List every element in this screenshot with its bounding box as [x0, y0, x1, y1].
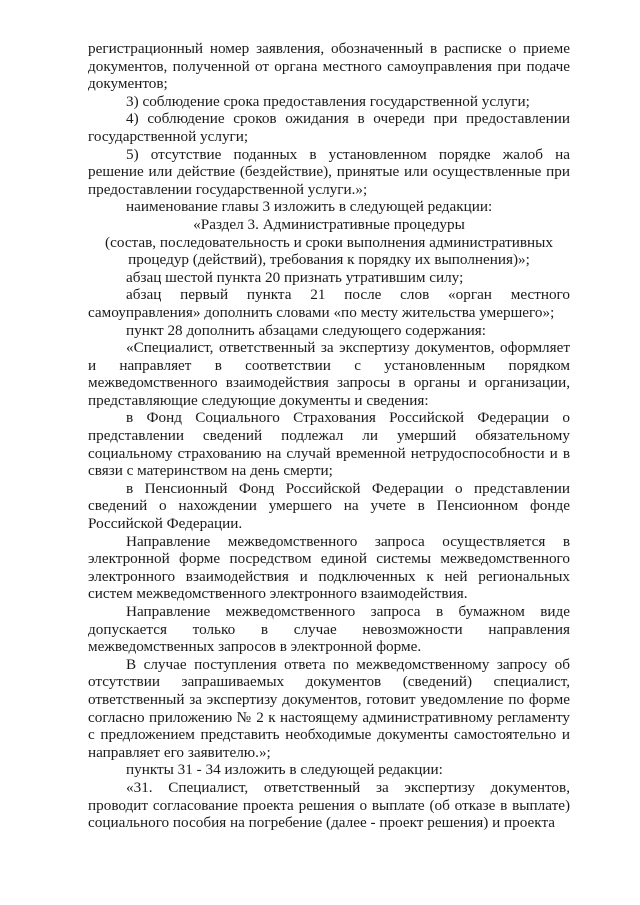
paragraph-clause-28: пункт 28 дополнить абзацами следующего содержания: — [126, 321, 486, 339]
section-3-heading: «Раздел 3. Административные процедуры — [193, 215, 465, 233]
section-3-subheading: (состав, последовательность и сроки выполнения административных процедур (действий), требования к порядку их выполнения)»; — [105, 233, 553, 269]
paragraph-item-4: 4) соблюдение сроков ожидания в очереди при предоставлении государственной услуги; — [88, 110, 570, 145]
paragraph-clauses-31-34: пункты 31 - 34 изложить в следующей редакции: — [126, 761, 443, 779]
paragraph-social-insurance-fund: в Фонд Социального Страхования Российской Федерации о представлении сведений подлежал ли умерший обязательному социальному страхованию на случай временной нетрудоспособности и в связи с материнством на день смерти; — [88, 409, 570, 480]
paragraph-clause-21: абзац первый пункта 21 после слов «орган местного самоуправления» дополнить словами «по месту жительства умершего»; — [88, 286, 570, 321]
paragraph-electronic-request: Направление межведомственного запроса осуществляется в электронной форме посредством единой системы межведомственного электронного взаимодействия и подключенных к ней региональных систем межведомственного электронного взаимодействия. — [88, 532, 570, 603]
paragraph-continuation: регистрационный номер заявления, обозначенный в расписке о приеме документов, полученной от органа местного самоуправления при подаче документов; — [88, 40, 570, 93]
paragraph-item-5: 5) отсутствие поданных в установленном порядке жалоб на решение или действие (бездействие), принятые или осуществленные при предоставлении государственной услуги.»; — [88, 145, 570, 198]
paragraph-specialist-requests: «Специалист, ответственный за экспертизу документов, оформляет и направляет в соответствии с установленным порядком межведомственного взаимодействия запросы в органы и организации, представляющие следующие документы и сведения: — [88, 339, 570, 409]
paragraph-chapter-3-title-instruction: наименование главы 3 изложить в следующей редакции: — [126, 198, 493, 216]
paragraph-item-3: 3) соблюдение срока предоставления государственной услуги; — [126, 92, 530, 110]
paragraph-clause-20: абзац шестой пункта 20 признать утратившим силу; — [126, 268, 464, 286]
paragraph-paper-request: Направление межведомственного запроса в бумажном виде допускается только в случае невозможности направления межведомственных запросов в электронной форме. — [88, 603, 570, 656]
paragraph-pension-fund: в Пенсионный Фонд Российской Федерации о представлении сведений о нахождении умершего на учете в Пенсионном фонде Российской Федерации. — [88, 479, 570, 533]
document-page — [88, 40, 570, 832]
paragraph-clause-31: «31. Специалист, ответственный за экспертизу документов, проводит согласование проекта решения о выплате (об отказе в выплате) социального пособия на погребение (далее - проект решения) и проекта — [88, 778, 570, 832]
paragraph-response-absence: В случае поступления ответа по межведомственному запросу об отсутствии запрашиваемых документов (сведений) специалист, ответственный за экспертизу документов, готовит уведомление по форме согласно приложению № 2 к настоящему административному регламенту с предложением представить необходимые документы самостоятельно и направляет его заявителю.»; — [88, 655, 570, 761]
